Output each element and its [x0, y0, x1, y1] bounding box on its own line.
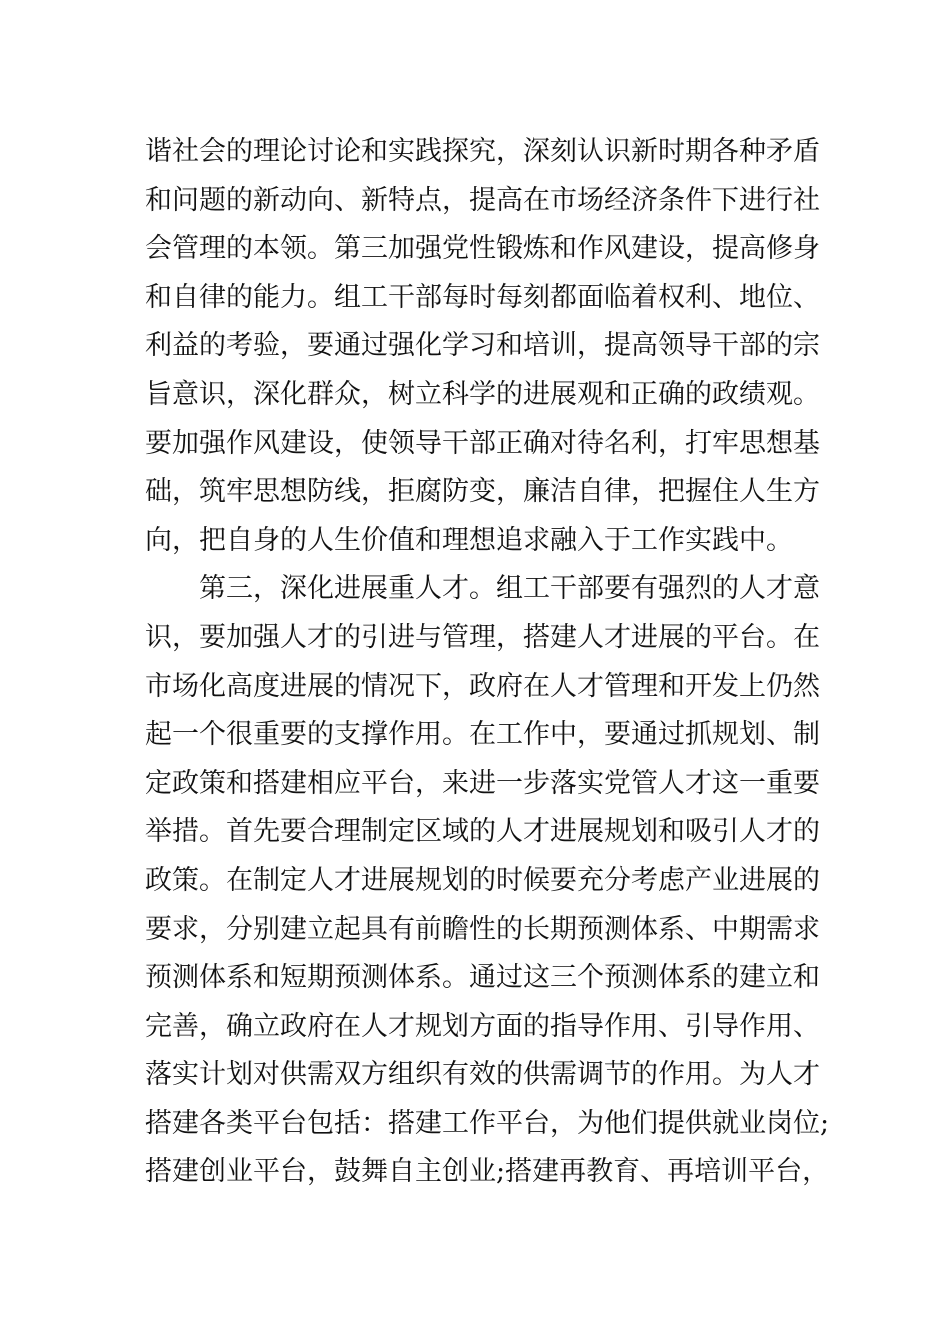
- paragraph-2-line-12: 搭建各类平台包括：搭建工作平台，为他们提供就业岗位;: [145, 1107, 830, 1139]
- paragraph-1: [145, 128, 820, 565]
- paragraph-1-line-1: 谐社会的理论讨论和实践探究，深刻认识新时期各种矛盾: [145, 136, 820, 167]
- paragraph-2-line-3: 市场化高度进展的情况下，政府在人才管理和开发上仍然: [145, 670, 820, 702]
- paragraph-2-line-8: 要求，分别建立起具有前瞻性的长期预测体系、中期需求: [145, 913, 820, 945]
- paragraph-2-line-11: 落实计划对供需双方组织有效的供需调节的作用。为人才: [145, 1059, 820, 1091]
- paragraph-2-line-13: 搭建创业平台，鼓舞自主创业;搭建再教育、再培训平台，: [145, 1156, 830, 1188]
- paragraph-2-line-9: 预测体系和短期预测体系。通过这三个预测体系的建立和: [145, 962, 820, 994]
- paragraph-1-line-3: 会管理的本领。第三加强党性锻炼和作风建设，提高修身: [145, 233, 820, 265]
- paragraph-2-line-2: 识，要加强人才的引进与管理，搭建人才进展的平台。在: [145, 621, 820, 653]
- paragraph-2-line-10: 完善，确立政府在人才规划方面的指导作用、引导作用、: [145, 1010, 820, 1042]
- paragraph-1-line-9: 向，把自身的人生价值和理想追求融入于工作实践中。: [145, 524, 793, 556]
- paragraph-2-line-7: 政策。在制定人才进展规划的时候要充分考虑产业进展的: [145, 864, 820, 896]
- paragraph-2: [145, 565, 830, 1197]
- paragraph-1-line-7: 要加强作风建设，使领导干部正确对待名利，打牢思想基: [145, 427, 820, 459]
- paragraph-2-line-5: 定政策和搭建相应平台，来进一步落实党管人才这一重要: [145, 767, 820, 799]
- paragraph-1-line-2: 和问题的新动向、新特点，提高在市场经济条件下进行社: [145, 184, 820, 216]
- paragraph-1-line-4: 和自律的能力。组工干部每时每刻都面临着权利、地位、: [145, 281, 820, 313]
- paragraph-1-line-5: 利益的考验，要通过强化学习和培训，提高领导干部的宗: [145, 330, 820, 362]
- paragraph-2-line-4: 起一个很重要的支撑作用。在工作中，要通过抓规划、制: [145, 719, 820, 751]
- document-body: [145, 128, 830, 1197]
- paragraph-2-line-1: 第三，深化进展重人才。组工干部要有强烈的人才意: [199, 573, 820, 605]
- paragraph-1-line-8: 础，筑牢思想防线，拒腐防变，廉洁自律，把握住人生方: [145, 476, 820, 508]
- paragraph-1-line-6: 旨意识，深化群众，树立科学的进展观和正确的政绩观。: [145, 378, 820, 410]
- paragraph-2-line-6: 举措。首先要合理制定区域的人才进展规划和吸引人才的: [145, 816, 820, 848]
